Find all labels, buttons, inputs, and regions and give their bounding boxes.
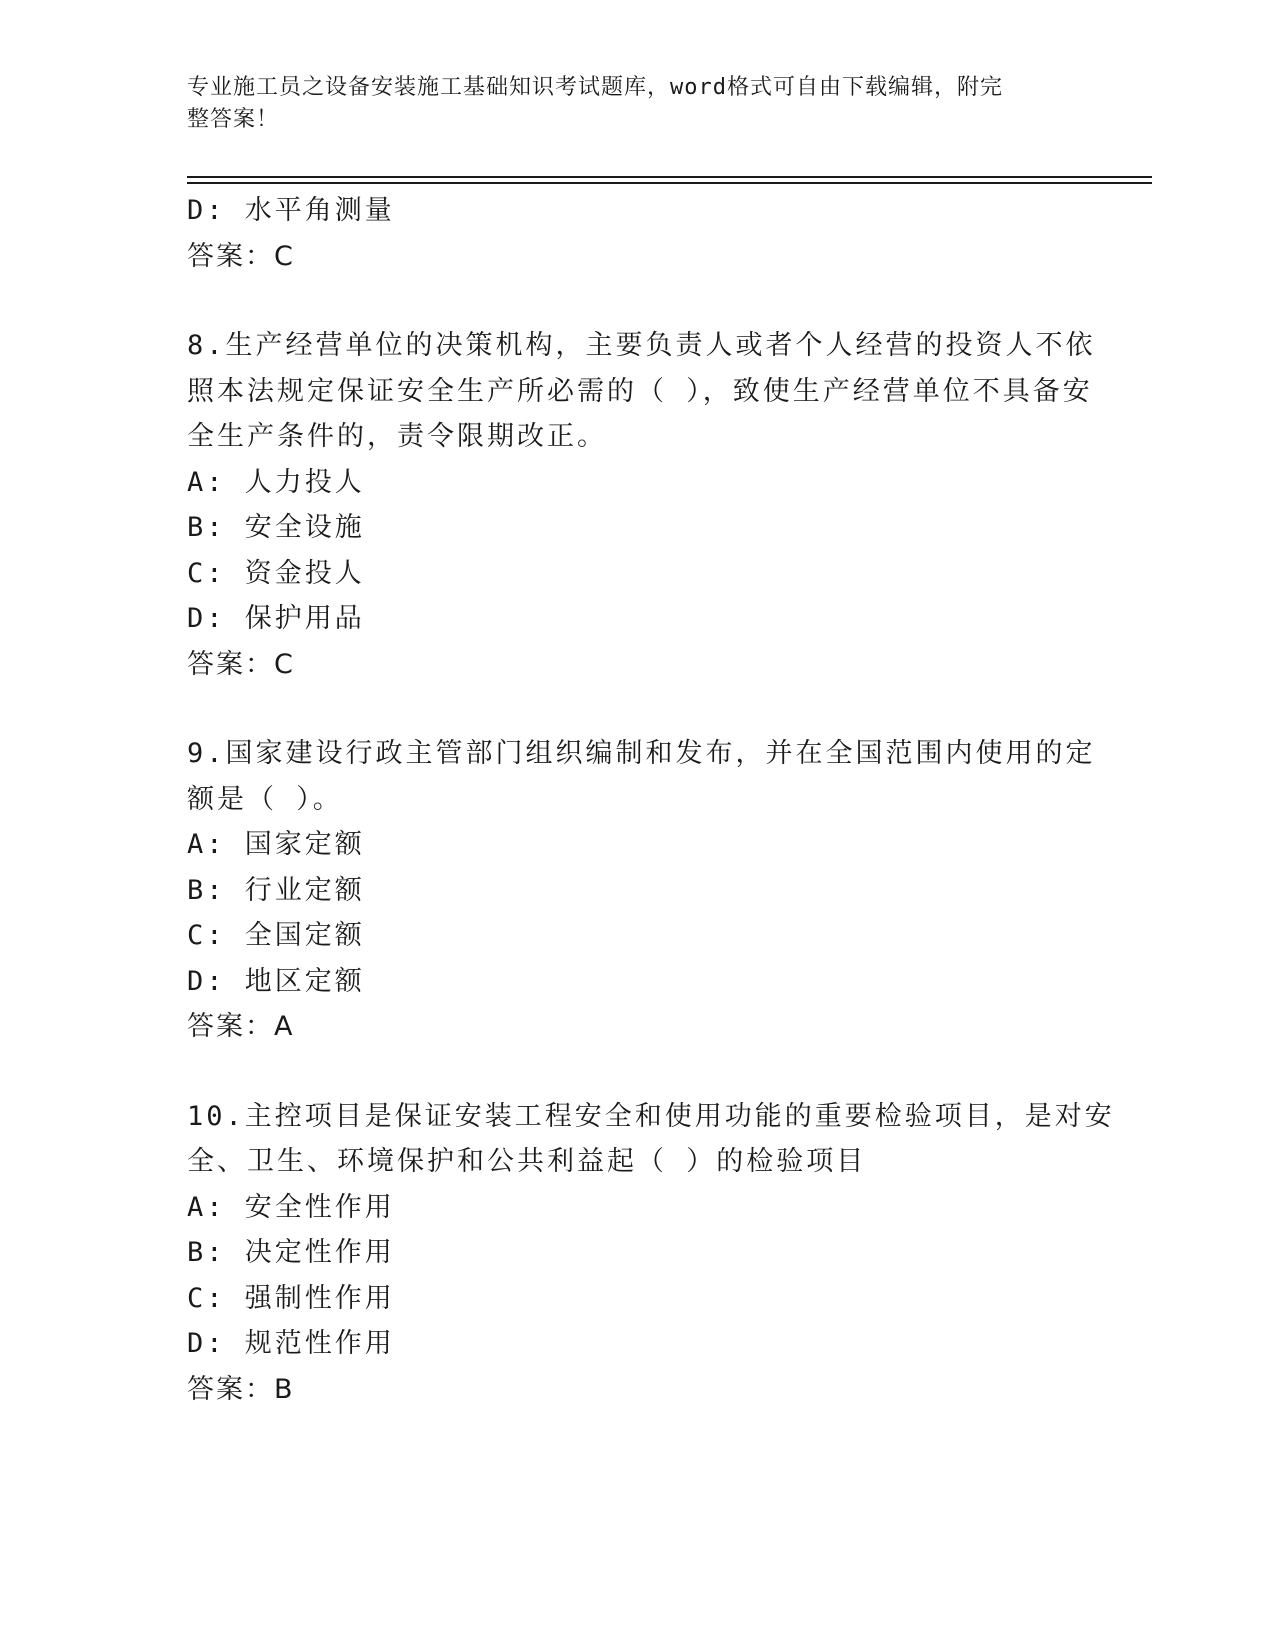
header-line-2: 整答案！ <box>187 107 280 132</box>
question-stem-line: 8.生产经营单位的决策机构，主要负责人或者个人经营的投资人不依 <box>187 330 1096 361</box>
document-header <box>187 72 1067 136</box>
option-c: C: 全国定额 <box>187 920 365 951</box>
option-b: B: 安全设施 <box>187 512 365 543</box>
option-d: D: 地区定额 <box>187 965 365 997</box>
option-d: D: 规范性作用 <box>187 1328 395 1359</box>
question-stem-line: 9.国家建设行政主管部门组织编制和发布，并在全国范围内使用的定 <box>187 738 1096 769</box>
question-10 <box>187 1094 1115 1413</box>
option-a: A: 安全性作用 <box>187 1191 395 1223</box>
question-stem-line: 额是（ ）。 <box>187 783 343 815</box>
question-list <box>187 188 1115 1412</box>
question-9 <box>187 731 1096 1050</box>
answer-line: 答案：C <box>187 648 295 680</box>
option-c: C: 资金投人 <box>187 557 365 589</box>
answer-line: 答案：B <box>187 1373 295 1405</box>
answer-line: 答案：C <box>187 240 295 272</box>
previous-question-tail <box>187 188 1087 279</box>
question-stem-line: 全、卫生、环境保护和公共利益起（ ）的检验项目 <box>187 1146 867 1177</box>
question-8 <box>187 323 1096 687</box>
option-a: A: 国家定额 <box>187 829 365 860</box>
answer-line: 答案：A <box>187 1011 295 1042</box>
option-b: B: 行业定额 <box>187 874 365 906</box>
header-divider-top <box>187 176 1152 178</box>
option-a: A: 人力投人 <box>187 466 365 498</box>
header-divider-bottom <box>187 182 1152 184</box>
header-line-1: 专业施工员之设备安装施工基础知识考试题库，word格式可自由下载编辑，附完 <box>187 75 1003 100</box>
question-stem-line: 10.主控项目是保证安装工程安全和使用功能的重要检验项目，是对安 <box>187 1100 1115 1132</box>
option-d: D: 水平角测量 <box>187 195 395 226</box>
option-d: D: 保护用品 <box>187 603 365 634</box>
option-c: C: 强制性作用 <box>187 1282 395 1314</box>
question-stem-line: 全生产条件的，责令限期改正。 <box>187 421 607 452</box>
question-stem-line: 照本法规定保证安全生产所必需的（ ），致使生产经营单位不具备安 <box>187 375 1093 407</box>
option-b: B: 决定性作用 <box>187 1237 395 1268</box>
